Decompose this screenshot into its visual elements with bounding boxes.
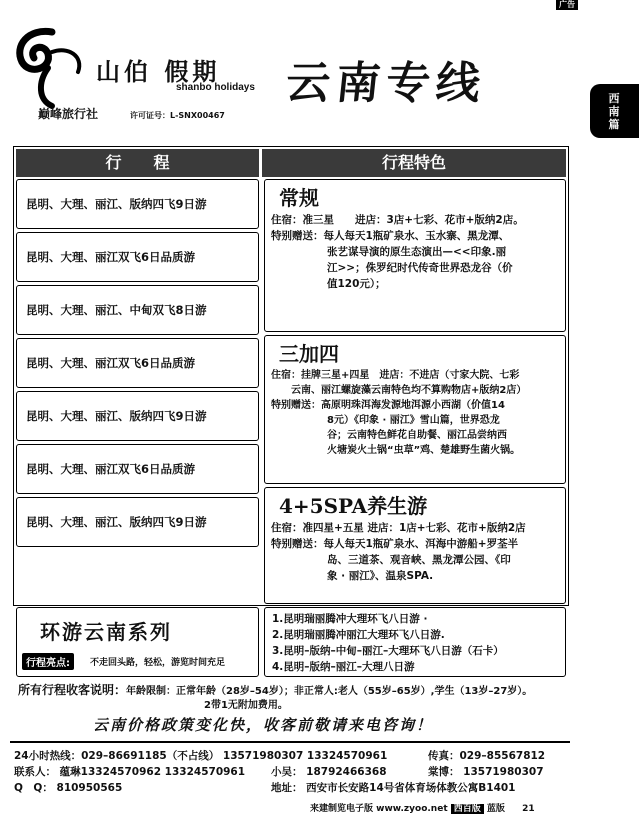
route-item: 昆明、大理、丽江、版纳四飞9日游	[16, 391, 259, 441]
route-item: 昆明、大理、丽江、中甸双飞8日游	[16, 285, 259, 335]
feature-line: 岛、三道茶、观音峡、黑龙潭公园、《印	[327, 554, 511, 566]
footer-section: 西百版	[451, 804, 484, 814]
hotline: 24小时热线：029–86691185（不占线） 13571980307 13324570961	[14, 750, 388, 762]
route-item: 昆明、大理、丽江双飞6日品质游	[16, 444, 259, 494]
agency-name: 巅峰旅行社	[38, 107, 99, 121]
logo-title: 山伯 假期	[96, 57, 221, 86]
contact-person-wu: 小吴： 18792466368	[271, 766, 387, 778]
qq-number: Q Q： 810950565	[14, 782, 123, 794]
route-item: 昆明、大理、丽江、版纳四飞9日游	[16, 497, 259, 547]
tour-item: 1.昆明瑞丽腾冲大理环飞八日游 ·	[272, 613, 428, 625]
contact-person: 联系人： 蕴琳13324570962 13324570961	[14, 766, 246, 778]
license-number: 许可证号：L-SNX00467	[130, 111, 225, 120]
feature-name: 常规	[279, 186, 319, 210]
footer-site: 来建制览电子版 www.zyoo.net	[310, 804, 448, 814]
tour-series-title: 环游云南系列	[40, 620, 172, 644]
slogan: 云南价格政策变化快，收客前敬请来电咨询！	[93, 716, 434, 734]
feature-three-plus-four	[264, 335, 566, 484]
feature-line: 江>>；侏罗纪时代传奇世界恐龙谷（价	[327, 262, 513, 274]
feature-line: 谷；云南特色鲜花自助餐、丽江品尝纳西	[327, 430, 507, 441]
feature-line: 住宿：挂牌三星+四星 进店：不进店（寸家大院、七彩	[271, 370, 520, 381]
brand-title: 云南专线	[283, 58, 489, 109]
logo-subtitle: shanbo holidays	[176, 82, 255, 93]
feature-spa	[264, 487, 566, 604]
ad-tag: 广告	[556, 0, 578, 10]
notes-extra: 2带1无附加费用。	[204, 700, 288, 711]
logo-swirl-icon	[8, 22, 96, 112]
divider	[10, 741, 570, 743]
feature-line: 住宿：准四星+五星 进店：1店+七彩、花市+版纳2店	[271, 522, 526, 534]
feature-line: 张艺谋导演的原生态演出—<<印象.丽	[327, 246, 507, 258]
feature-line: 特别赠送：每人每天1瓶矿泉水、洱海中游船+罗荃半	[271, 538, 519, 550]
tour-item: 3.昆明–版纳–中甸–丽江–大理环飞八日游（石卡）	[272, 645, 504, 657]
feature-line: 特别赠送：每人每天1瓶矿泉水、玉水寨、黑龙潭、	[271, 230, 510, 242]
route-item: 昆明、大理、丽江、版纳四飞9日游	[16, 179, 259, 229]
region-tab-text: 西南篇	[608, 92, 621, 131]
feature-line: 8元）《印象 · 丽江》雪山篇，世界恐龙	[327, 415, 500, 426]
feature-name: 4+5SPA养生游	[279, 494, 428, 518]
header-features: 行程特色	[262, 149, 566, 177]
feature-line: 火塘炭火土锅“虫草”鸡、楚雄野生菌火锅。	[327, 445, 521, 456]
header-itinerary: 行 程	[16, 149, 259, 177]
booking-notes	[18, 683, 618, 713]
contact-person-tang: 棠博： 13571980307	[428, 766, 544, 778]
tour-series-list	[264, 607, 566, 677]
tour-item: 2.昆明瑞丽腾冲丽江大理环飞八日游.	[272, 629, 445, 641]
feature-name: 三加四	[279, 342, 339, 366]
feature-line: 象 · 丽江》、温泉SPA.	[327, 570, 434, 582]
tour-item: 4.昆明–版纳–丽江–大理八日游	[272, 661, 415, 673]
notes-heading: 所有行程收客说明：	[18, 683, 127, 697]
fax-number: 传真：029–85567812	[428, 750, 546, 762]
notes-age-limit: 年龄限制：正常年龄（28岁–54岁）；非正常人:老人（55岁–65岁）,学生（13岁–27岁）。	[126, 686, 533, 697]
route-list	[16, 179, 259, 550]
page-number: 21	[522, 804, 535, 814]
tour-highlight-tag: 行程亮点:	[22, 653, 74, 670]
feature-regular	[264, 179, 566, 332]
address: 地址： 西安市长安路14号省体育场体教公寓B1401	[271, 782, 516, 794]
contact-block-right	[428, 748, 545, 780]
route-item: 昆明、大理、丽江双飞6日品质游	[16, 338, 259, 388]
feature-line: 特别赠送：高原明珠洱海发源地洱源小西湖（价值14	[271, 400, 505, 411]
feature-line: 住宿：准三星 进店：3店+七彩、花市+版纳2店。	[271, 214, 524, 226]
region-tab	[590, 84, 639, 138]
feature-line: 云南、丽江螺旋藻云南特色均不算购物店+版纳2店）	[291, 385, 527, 396]
footer-edition: 蓝版	[486, 804, 505, 814]
page-footer	[310, 801, 535, 814]
feature-line: 值120元）；	[327, 278, 386, 290]
route-item: 昆明、大理、丽江双飞6日品质游	[16, 232, 259, 282]
tour-highlight-desc: 不走回头路，轻松，游览时间充足	[90, 658, 226, 668]
